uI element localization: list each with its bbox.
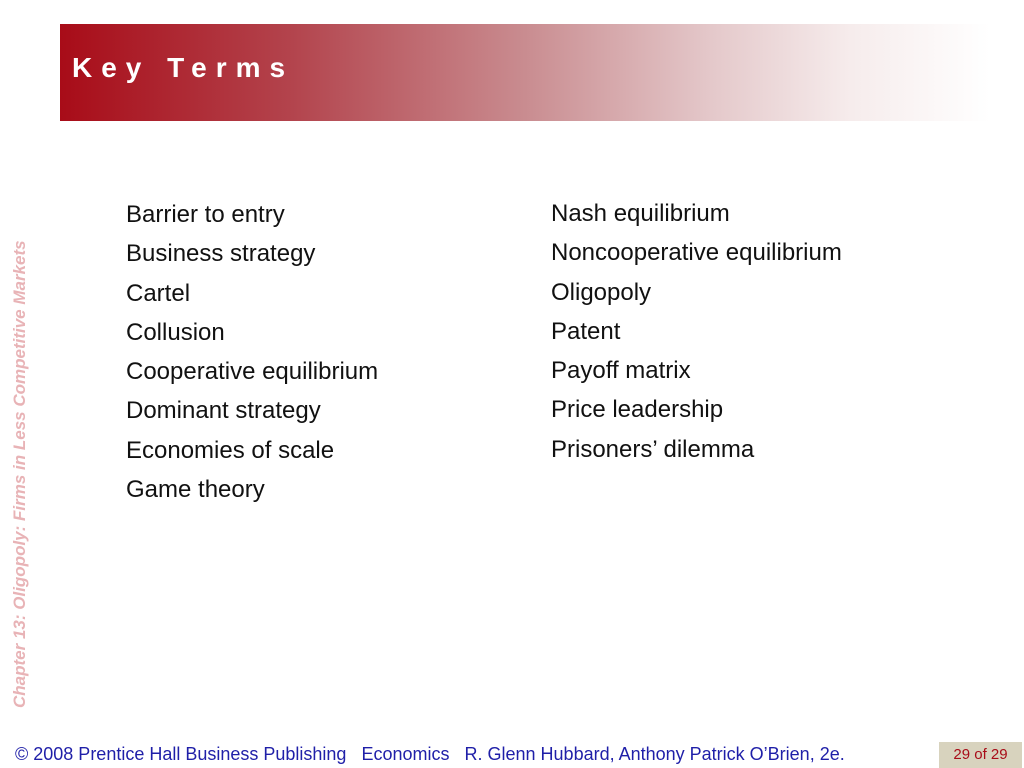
key-term: Economies of scale bbox=[126, 436, 335, 464]
key-term: Price leadership bbox=[551, 396, 724, 424]
key-term: Prisoners’ dilemma bbox=[551, 435, 755, 463]
key-terms-right-column bbox=[551, 194, 842, 469]
chapter-side-label: Chapter 13: Oligopoly: Firms in Less Competitive Markets bbox=[10, 240, 29, 708]
key-term: Business strategy bbox=[126, 240, 316, 268]
key-term: Game theory bbox=[126, 476, 265, 504]
footer-copyright: © 2008 Prentice Hall Business Publishing bbox=[15, 744, 347, 764]
key-term: Cartel bbox=[126, 279, 191, 307]
key-term: Nash equilibrium bbox=[551, 200, 730, 227]
footer-authors: R. Glenn Hubbard, Anthony Patrick O’Brien, 2e. bbox=[464, 744, 845, 764]
key-term: Patent bbox=[551, 317, 621, 345]
page-number: 29 of 29 bbox=[939, 742, 1022, 768]
key-term: Payoff matrix bbox=[551, 357, 691, 385]
key-term: Dominant strategy bbox=[126, 397, 321, 425]
key-term: Oligopoly bbox=[551, 278, 652, 306]
key-terms-left-column bbox=[126, 195, 378, 509]
footer-book-title: Economics bbox=[361, 744, 450, 764]
key-term: Cooperative equilibrium bbox=[126, 358, 379, 386]
key-term: Noncooperative equilibrium bbox=[551, 239, 842, 267]
key-term: Collusion bbox=[126, 318, 225, 346]
title-banner bbox=[60, 24, 990, 121]
footer bbox=[15, 744, 855, 765]
key-term: Barrier to entry bbox=[126, 201, 285, 228]
slide-title: Key Terms bbox=[72, 52, 295, 83]
